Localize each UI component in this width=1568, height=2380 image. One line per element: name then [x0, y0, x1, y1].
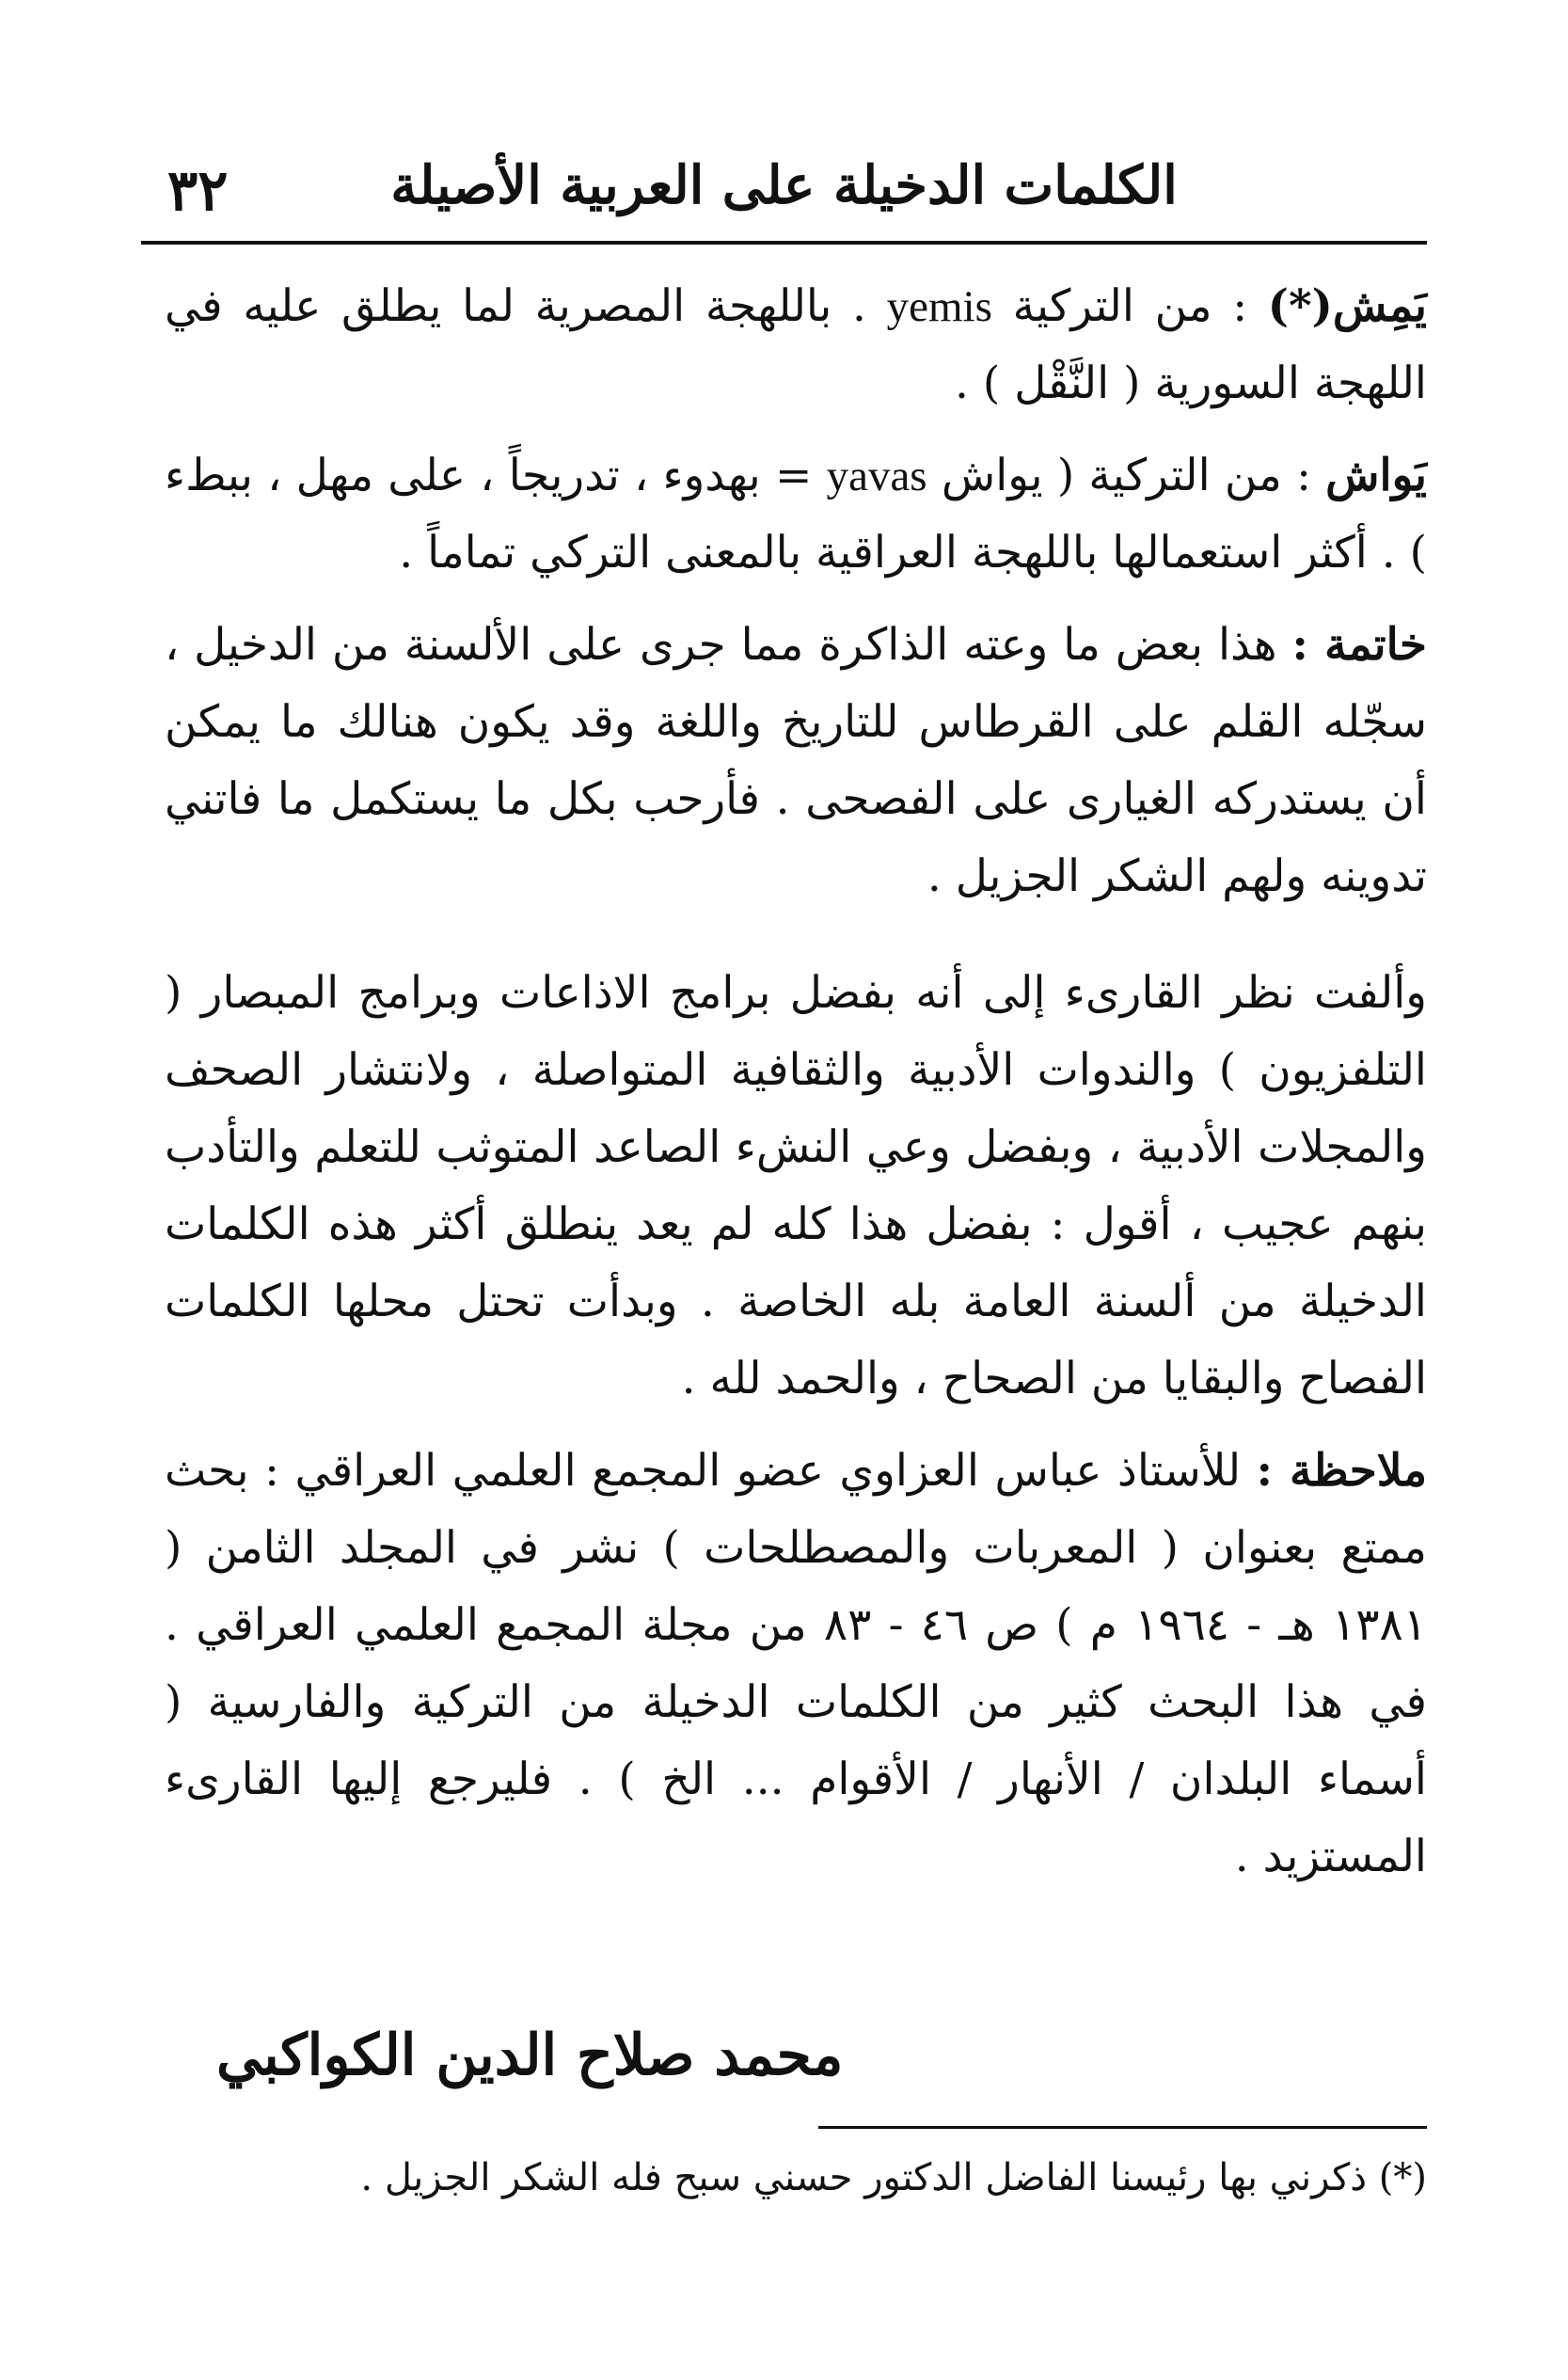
footnote: (*) ذكرني بها رئيسنا الفاضل الدكتور حسني سبح فله الشكر الجزيل .	[360, 2156, 1427, 2199]
body-paragraph: وألفت نظر القارىء إلى أنه بفضل برامج الاذاعات وبرامج المبصار ( التلفزيون ) والندوات الأدبية والثقافية المتواصلة ، ولانتشار الصحف والمجلات الأدبية ، وبفضل وعي النشء الصاعد المتوثب للتعلم والتأدب بنهم عجيب ، أقول : بفضل هذا كله لم يعد ينطلق أكثر هذه الكلمات الدخيلة من ألسنة العامة بله الخاصة . وبدأت تحتل محلها الكلمات الفصاح والبقايا من الصحاح ، والحمد لله .	[165, 967, 1427, 1404]
note-text: للأستاذ عباس العزاوي عضو المجمع العلمي العراقي : بحث ممتع بعنوان ( المعربات والمصطلحات ) نشر في المجلد الثامن ( ١٣٨١ هـ - ١٩٦٤ م ) ص ٤٦ - ٨٣ من مجلة المجمع العلمي العراقي . في هذا البحث كثير من الكلمات الدخيلة من التركية والفارسية ( أسماء البلدان / الأنهار / الأقوام ... الخ ) . فليرجع إليها القارىء المستزيد .	[165, 1445, 1427, 1882]
entry-text: : من التركية ( يواش	[941, 450, 1311, 501]
author-signature: محمد صلاح الدين الكواكبي	[216, 2023, 844, 2088]
entry-headword: يَمِش(*)	[1267, 280, 1427, 332]
note-paragraph	[165, 1433, 1427, 1896]
glossary-entry-yawash	[165, 437, 1427, 592]
entry-text: = بهدوء ، تدريجاً ، على مهل ، ببطء ) . أكثر استعمالها باللهجة العراقية بالمعنى التركي تماماً .	[165, 450, 1427, 579]
page-body	[165, 268, 1427, 1911]
entry-latin-term: yavas	[826, 452, 927, 500]
entry-headword: يَواش	[1325, 450, 1427, 501]
conclusion-label: خاتمة :	[1291, 619, 1427, 671]
glossary-entry-yamish	[165, 268, 1427, 422]
conclusion-text: هذا بعض ما وعته الذاكرة مما جرى على الألسنة من الدخيل ، سجّله القلم على القرطاس للتاريخ واللغة وقد يكون هنالك ما يمكن أن يستدركه الغيارى على الفصحى . فأرحب بكل ما يستكمل ما فاتني تدوينه ولهم الشكر الجزيل .	[165, 619, 1427, 902]
running-title: الكلمات الدخيلة على العربية الأصيلة	[390, 154, 1178, 216]
note-label: ملاحظة :	[1256, 1445, 1427, 1497]
entry-latin-term: yemis	[886, 282, 992, 331]
page-number: ٣٢	[167, 158, 229, 224]
header-rule	[141, 241, 1427, 245]
conclusion-paragraph	[165, 607, 1427, 915]
entry-text: . باللهجة المصرية لما يطلق عليه في اللهجة السورية ( النَّقْل ) .	[165, 280, 1427, 409]
paragraph-gap	[165, 930, 1427, 955]
entry-text: : من التركية	[1012, 280, 1248, 332]
footnote-rule	[818, 2126, 1427, 2129]
running-head	[141, 141, 1427, 235]
